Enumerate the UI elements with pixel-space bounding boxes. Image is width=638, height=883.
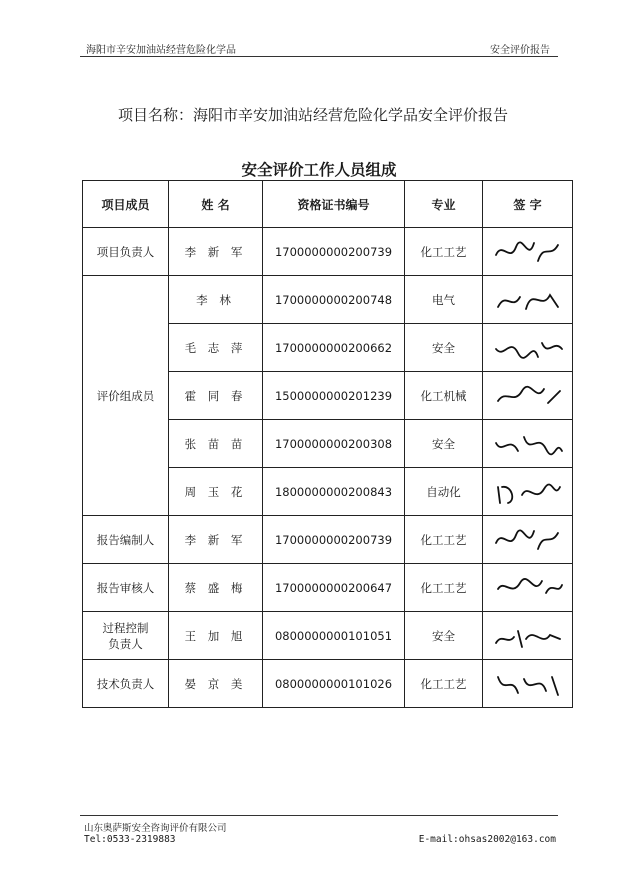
signature-cell [483,612,573,660]
table-row [83,660,573,708]
col-header-cert: 资格证书编号 [263,181,405,228]
name-cell: 李 新 军 [169,228,263,276]
role-line: 负责人 [108,636,143,651]
handwritten-signature [488,569,568,607]
staff-table [82,180,573,708]
handwritten-signature [488,425,568,463]
table-row [83,228,573,276]
role-cell: 报告编制人 [83,516,169,564]
cert-cell: 1700000000200748 [263,276,405,324]
major-cell: 化工工艺 [405,564,483,612]
signature-cell [483,276,573,324]
cert-cell: 0800000000101026 [263,660,405,708]
cert-cell: 1700000000200662 [263,324,405,372]
role-cell [83,612,169,660]
signature-cell [483,564,573,612]
cert-cell: 1700000000200739 [263,228,405,276]
role-cell: 报告审核人 [83,564,169,612]
handwritten-signature [488,281,568,319]
footer-company: 山东奥萨斯安全咨询评价有限公司 [84,823,227,834]
major-cell: 化工工艺 [405,516,483,564]
major-cell: 化工工艺 [405,228,483,276]
name-cell: 李 新 军 [169,516,263,564]
table-row [83,276,573,324]
name-cell: 周 玉 花 [169,468,263,516]
name-cell: 王 加 旭 [169,612,263,660]
name-cell: 李 林 [169,276,263,324]
cert-cell: 1700000000200739 [263,516,405,564]
role-cell: 技术负责人 [83,660,169,708]
name-cell: 蔡 盛 梅 [169,564,263,612]
name-cell: 霍 同 春 [169,372,263,420]
handwritten-signature [488,617,568,655]
name-cell: 晏 京 美 [169,660,263,708]
role-cell: 项目负责人 [83,228,169,276]
role-line: 过程控制 [102,620,149,635]
major-cell: 化工工艺 [405,660,483,708]
signature-cell [483,372,573,420]
handwritten-signature [488,473,568,511]
signature-cell [483,660,573,708]
signature-cell [483,228,573,276]
signature-cell [483,420,573,468]
major-cell: 电气 [405,276,483,324]
cert-cell: 0800000000101051 [263,612,405,660]
name-cell: 毛 志 萍 [169,324,263,372]
table-row [83,516,573,564]
cert-cell: 1700000000200308 [263,420,405,468]
table-title: 安全评价工作人员组成 [241,161,397,179]
cert-cell: 1500000000201239 [263,372,405,420]
name-cell: 张 苗 苗 [169,420,263,468]
page-footer [80,815,558,845]
major-cell: 安全 [405,324,483,372]
handwritten-signature [488,233,568,271]
major-cell: 化工机械 [405,372,483,420]
header-left-text: 海阳市辛安加油站经营危险化学品 [86,45,236,56]
major-cell: 安全 [405,612,483,660]
handwritten-signature [488,329,568,367]
project-name-line [118,104,508,125]
signature-cell [483,468,573,516]
header-right-text: 安全评价报告 [490,45,550,56]
page-header [80,38,558,57]
role-cell: 评价组成员 [83,276,169,516]
table-header-row [83,181,573,228]
signature-cell [483,324,573,372]
handwritten-signature [488,521,568,559]
major-cell: 自动化 [405,468,483,516]
table-row [83,564,573,612]
footer-tel: Tel:0533-2319883 [84,834,176,845]
handwritten-signature [488,377,568,415]
project-name-label: 项目名称： [118,106,194,124]
handwritten-signature [488,665,568,703]
cert-cell: 1700000000200647 [263,564,405,612]
col-header-signature: 签 字 [483,181,573,228]
footer-email: E-mail:ohsas2002@163.com [418,834,556,845]
cert-cell: 1800000000200843 [263,468,405,516]
signature-cell [483,516,573,564]
table-row [83,612,573,660]
col-header-major: 专业 [405,181,483,228]
project-name-value: 海阳市辛安加油站经营危险化学品安全评价报告 [193,106,509,124]
col-header-name: 姓 名 [169,181,263,228]
major-cell: 安全 [405,420,483,468]
col-header-member: 项目成员 [83,181,169,228]
